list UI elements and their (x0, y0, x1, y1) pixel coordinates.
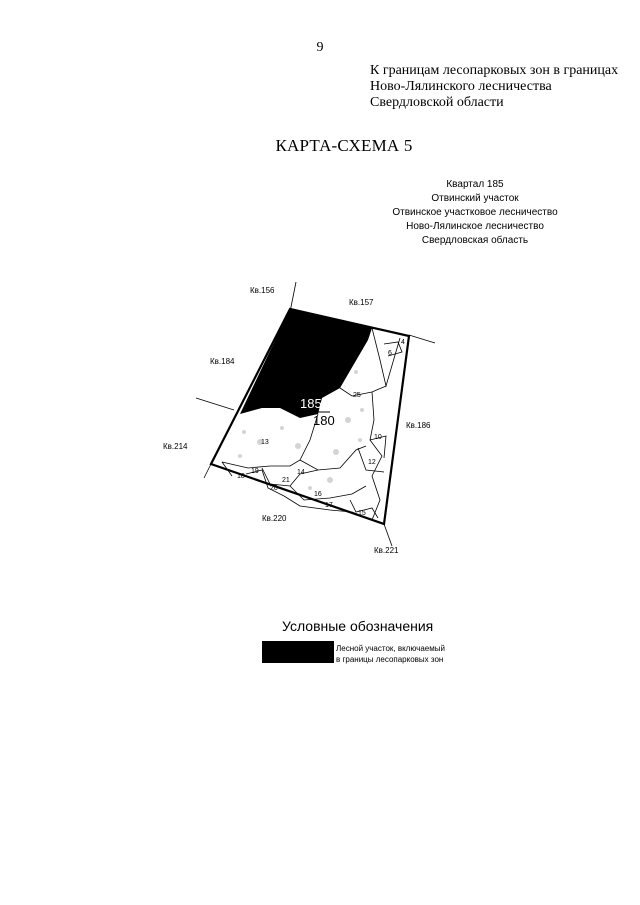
plot-number: 19 (251, 468, 259, 475)
legend-item-line-2: в границы лесопарковых зон (336, 655, 444, 664)
quarter-number: 185 (300, 396, 322, 411)
plot-number: 18 (237, 473, 245, 480)
boundary-line-156 (290, 282, 296, 312)
boundary-line-184 (196, 398, 234, 410)
boundary-line-221 (384, 524, 392, 546)
plot-number: 13 (261, 439, 269, 446)
legend-item-label (336, 643, 445, 665)
label-kv184: Кв.184 (210, 357, 235, 366)
plot-number: 4 (401, 339, 405, 346)
legend-title: Условные обозначения (282, 618, 434, 634)
map-title: КАРТА-СХЕМА 5 (275, 136, 413, 155)
label-kv214: Кв.214 (163, 442, 188, 451)
plot-number: 25 (353, 392, 361, 399)
plot-number: 16 (314, 491, 322, 498)
info-line-quarter: Квартал 185 (446, 179, 504, 190)
plot-number: 6 (388, 350, 392, 357)
plot-number: 10 (374, 434, 382, 441)
header-line-1: К границам лесопарковых зон в границах (370, 63, 619, 78)
label-kv221: Кв.221 (374, 546, 399, 555)
header-line-3: Свердловской области (370, 95, 504, 110)
plot-number: 15 (358, 510, 366, 517)
info-line-forestry: Ново-Лялинское лесничество (406, 221, 544, 232)
plot-number: 14 (297, 469, 305, 476)
info-line-district-forestry: Отвинское участковое лесничество (392, 207, 558, 218)
plot-number: 12 (368, 459, 376, 466)
legend-swatch-included-area (262, 641, 334, 663)
quarter-area: 180 (313, 413, 335, 428)
label-kv156: Кв.156 (250, 286, 275, 295)
label-kv186: Кв.186 (406, 421, 431, 430)
plot-number: 21 (282, 477, 290, 484)
page-number: 9 (316, 40, 324, 55)
info-line-section: Отвинский участок (431, 193, 519, 204)
label-kv220: Кв.220 (262, 514, 287, 523)
plot-number: 20 (270, 485, 278, 492)
info-line-region: Свердловская область (421, 235, 529, 246)
header-line-2: Ново-Лялинского лесничества (370, 79, 552, 94)
legend-item-line-1: Лесной участок, включаемый (336, 644, 445, 653)
label-kv157: Кв.157 (349, 298, 374, 307)
boundary-line-157-186 (409, 335, 435, 343)
plot-number: 17 (325, 502, 333, 509)
